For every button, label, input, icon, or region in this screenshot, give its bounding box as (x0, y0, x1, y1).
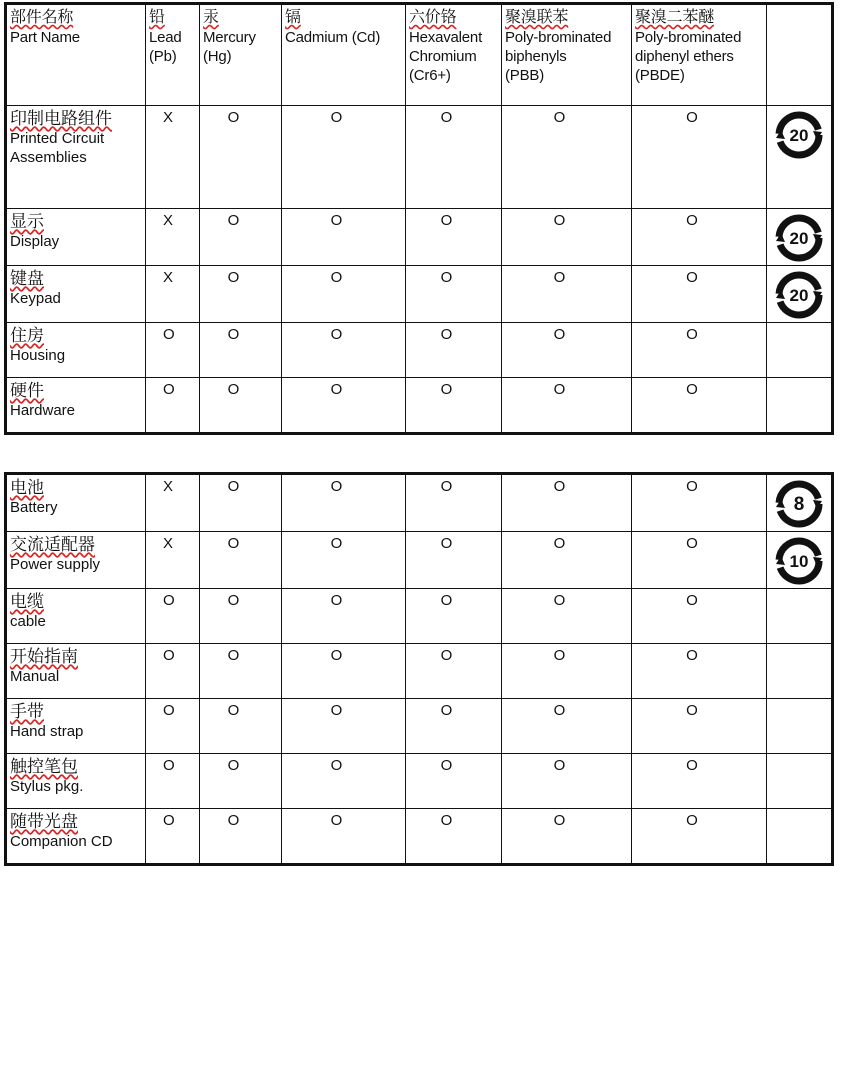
efup-cell (767, 589, 833, 644)
substance-mark: O (227, 109, 240, 126)
part-name-cn: 住房 (10, 326, 44, 345)
substance-mark: O (686, 326, 698, 343)
header-chromium-en-2: Chromium (409, 48, 477, 65)
header-chromium-cn: 六价铬 (409, 9, 457, 26)
part-name-en: Stylus pkg. (10, 778, 84, 795)
substance-mark: O (686, 812, 698, 829)
substance-mark: O (163, 702, 175, 719)
part-name-en: Printed Circuit Assemblies (10, 130, 105, 166)
table-row (6, 106, 833, 209)
substance-mark: O (227, 592, 240, 609)
substance-cell (146, 106, 200, 209)
part-name-en: Hand strap (10, 723, 84, 740)
substance-cell (146, 323, 200, 378)
substance-cell (406, 644, 502, 699)
substance-cell (632, 106, 767, 209)
header-pbde-cn: 聚溴二苯醚 (635, 9, 715, 26)
table-row (6, 809, 833, 865)
substance-mark: O (163, 812, 175, 829)
table-row (6, 589, 833, 644)
substance-mark: O (553, 269, 566, 286)
efup-years: 20 (789, 229, 809, 248)
header-mercury-symbol: (Hg) (203, 48, 232, 65)
substance-mark: O (686, 592, 698, 609)
substance-cell (200, 644, 282, 699)
substance-cell (200, 699, 282, 754)
substance-cell (282, 106, 406, 209)
substance-mark: O (440, 478, 453, 495)
part-cell (6, 644, 146, 699)
substance-cell (406, 754, 502, 809)
substance-mark: O (553, 109, 566, 126)
part-name-cn: 交流适配器 (10, 535, 95, 554)
part-name-en: Housing (10, 347, 66, 364)
substance-cell (146, 209, 200, 266)
substance-cell (282, 754, 406, 809)
part-name-en: Keypad (10, 290, 61, 307)
part-name-cn: 印制电路组件 (10, 109, 112, 128)
substance-mark: X (163, 212, 174, 229)
substance-mark: O (686, 212, 698, 229)
efup-cell (767, 106, 833, 209)
substance-mark: O (227, 326, 240, 343)
substance-mark: O (440, 535, 453, 552)
efup-cell (767, 378, 833, 434)
part-name-cn: 手带 (10, 702, 44, 721)
table-row (6, 266, 833, 323)
header-pbb-en-1: Poly-brominated (505, 29, 612, 46)
substance-mark: O (163, 757, 175, 774)
efup-cell (767, 754, 833, 809)
substance-mark: O (440, 647, 453, 664)
header-chromium-en-1: Hexavalent (409, 29, 483, 46)
header-part-name (6, 4, 146, 106)
part-name-en: Display (10, 233, 60, 250)
substance-mark: O (227, 757, 240, 774)
efup-years: 8 (793, 494, 805, 515)
substance-cell (282, 589, 406, 644)
part-cell (6, 474, 146, 532)
part-cell (6, 809, 146, 865)
header-cadmium (282, 4, 406, 106)
substance-cell (502, 809, 632, 865)
part-cell (6, 323, 146, 378)
substance-mark: O (440, 326, 453, 343)
part-name-cn: 随带光盘 (10, 812, 78, 831)
substance-cell (502, 532, 632, 589)
substance-mark: O (227, 702, 240, 719)
substance-cell (200, 209, 282, 266)
substance-cell (146, 644, 200, 699)
hazardous-substances-table-accessories (4, 472, 834, 866)
substance-mark: O (440, 109, 453, 126)
header-lead-cn: 铅 (149, 9, 165, 26)
header-efup (767, 4, 833, 106)
substance-cell (632, 378, 767, 434)
substance-cell (282, 266, 406, 323)
efup-20-icon (772, 211, 826, 265)
substance-mark: O (440, 757, 453, 774)
substance-mark: X (163, 109, 174, 126)
substance-cell (200, 809, 282, 865)
table-row (6, 323, 833, 378)
substance-mark: O (553, 812, 566, 829)
substance-mark: O (440, 592, 453, 609)
substance-cell (200, 323, 282, 378)
substance-mark: O (227, 535, 240, 552)
part-name-cn: 触控笔包 (10, 757, 78, 776)
header-pbde-symbol: (PBDE) (635, 67, 685, 84)
substance-cell (406, 589, 502, 644)
substance-mark: O (686, 381, 698, 398)
substance-cell (282, 323, 406, 378)
substance-mark: O (163, 592, 175, 609)
part-cell (6, 699, 146, 754)
substance-cell (282, 809, 406, 865)
substance-cell (502, 266, 632, 323)
substance-mark: O (163, 647, 175, 664)
header-cadmium-cn: 镉 (285, 9, 301, 26)
efup-cell (767, 699, 833, 754)
table1-body (6, 106, 833, 434)
substance-mark: O (227, 269, 240, 286)
table-row (6, 532, 833, 589)
header-mercury-cn: 汞 (203, 9, 219, 26)
efup-cell (767, 644, 833, 699)
substance-mark: O (686, 702, 698, 719)
substance-mark: O (163, 326, 175, 343)
substance-mark: O (553, 381, 566, 398)
substance-cell (282, 378, 406, 434)
efup-cell (767, 474, 833, 532)
part-name-cn: 键盘 (10, 269, 44, 288)
part-name-en: Battery (10, 499, 58, 516)
substance-mark: O (553, 535, 566, 552)
part-cell (6, 106, 146, 209)
header-lead-symbol: (Pb) (149, 48, 177, 65)
substance-mark: O (440, 212, 453, 229)
efup-20-icon (772, 268, 826, 322)
substance-mark: O (330, 478, 343, 495)
substance-mark: O (553, 702, 566, 719)
substance-cell (406, 378, 502, 434)
header-pbb-en-2: biphenyls (505, 48, 567, 65)
substance-mark: O (686, 109, 698, 126)
substance-cell (632, 809, 767, 865)
substance-cell (200, 474, 282, 532)
substance-mark: O (686, 269, 698, 286)
substance-cell (632, 589, 767, 644)
efup-8-icon (772, 477, 826, 531)
substance-cell (200, 378, 282, 434)
table-row (6, 699, 833, 754)
table-row (6, 754, 833, 809)
part-name-cn: 硬件 (10, 381, 44, 400)
substance-cell (146, 589, 200, 644)
substance-cell (200, 532, 282, 589)
header-mercury-en: Mercury (203, 29, 256, 46)
substance-cell (502, 644, 632, 699)
header-pbde-en-2: diphenyl ethers (635, 48, 734, 65)
substance-cell (200, 106, 282, 209)
substance-cell (200, 266, 282, 323)
header-part-en: Part Name (10, 29, 80, 46)
substance-mark: O (553, 757, 566, 774)
substance-cell (406, 209, 502, 266)
substance-cell (146, 809, 200, 865)
substance-mark: O (330, 535, 343, 552)
substance-cell (406, 106, 502, 209)
table-row (6, 644, 833, 699)
substance-cell (502, 323, 632, 378)
substance-mark: O (227, 812, 240, 829)
substance-mark: O (686, 647, 698, 664)
header-cadmium-en: Cadmium (Cd) (285, 29, 381, 46)
substance-cell (282, 474, 406, 532)
substance-mark: O (330, 592, 343, 609)
efup-cell (767, 809, 833, 865)
substance-mark: O (227, 647, 240, 664)
substance-cell (502, 106, 632, 209)
header-pbde-en-1: Poly-brominated (635, 29, 742, 46)
substance-cell (632, 209, 767, 266)
substance-mark: O (330, 326, 343, 343)
substance-cell (146, 754, 200, 809)
substance-cell (406, 474, 502, 532)
header-pbb (502, 4, 632, 106)
part-name-cn: 开始指南 (10, 647, 78, 666)
substance-cell (282, 699, 406, 754)
substance-cell (502, 209, 632, 266)
substance-mark: O (330, 702, 343, 719)
table2-body (6, 474, 833, 865)
header-mercury (200, 4, 282, 106)
substance-mark: O (330, 647, 343, 664)
substance-mark: O (330, 812, 343, 829)
substance-mark: X (163, 478, 174, 495)
substance-cell (632, 699, 767, 754)
header-pbb-symbol: (PBB) (505, 67, 545, 84)
part-cell (6, 754, 146, 809)
efup-20-icon (772, 108, 826, 162)
substance-cell (502, 754, 632, 809)
substance-mark: O (440, 702, 453, 719)
substance-cell (146, 378, 200, 434)
table-row (6, 209, 833, 266)
substance-cell (632, 644, 767, 699)
part-cell (6, 209, 146, 266)
hazardous-substances-table-main (4, 2, 834, 435)
efup-years: 10 (789, 552, 809, 571)
part-name-en: Hardware (10, 402, 76, 419)
substance-cell (146, 532, 200, 589)
substance-mark: O (330, 212, 343, 229)
substance-cell (502, 378, 632, 434)
substance-mark: O (553, 647, 566, 664)
substance-mark: O (440, 269, 453, 286)
substance-cell (406, 809, 502, 865)
part-name-cn: 显示 (10, 212, 44, 231)
substance-mark: O (553, 212, 566, 229)
header-chromium-symbol: (Cr6+) (409, 67, 451, 84)
header-part-cn: 部件名称 (10, 9, 74, 26)
substance-cell (502, 699, 632, 754)
efup-cell (767, 323, 833, 378)
substance-cell (146, 474, 200, 532)
substance-mark: O (553, 592, 566, 609)
substance-mark: O (163, 381, 175, 398)
table-row (6, 474, 833, 532)
substance-mark: X (163, 535, 174, 552)
substance-mark: O (553, 478, 566, 495)
part-name-en: Companion CD (10, 833, 113, 850)
substance-mark: O (686, 478, 698, 495)
table-row (6, 378, 833, 434)
part-cell (6, 532, 146, 589)
efup-cell (767, 266, 833, 323)
efup-cell (767, 532, 833, 589)
substance-cell (502, 589, 632, 644)
substance-mark: O (440, 381, 453, 398)
substance-mark: O (330, 757, 343, 774)
header-pbde (632, 4, 767, 106)
efup-10-icon (772, 534, 826, 588)
header-chromium (406, 4, 502, 106)
substance-cell (632, 754, 767, 809)
substance-mark: O (686, 757, 698, 774)
substance-cell (406, 266, 502, 323)
substance-mark: O (330, 269, 343, 286)
part-cell (6, 589, 146, 644)
substance-cell (146, 266, 200, 323)
part-name-en: Power supply (10, 556, 101, 573)
efup-years: 20 (789, 126, 809, 145)
part-name-en: cable (10, 613, 46, 630)
substance-mark: X (163, 269, 174, 286)
header-lead-en: Lead (149, 29, 182, 46)
substance-mark: O (553, 326, 566, 343)
part-name-cn: 电池 (10, 478, 44, 497)
substance-mark: O (330, 381, 343, 398)
substance-cell (632, 266, 767, 323)
substance-mark: O (227, 381, 240, 398)
substance-cell (406, 323, 502, 378)
substance-cell (200, 589, 282, 644)
part-cell (6, 378, 146, 434)
substance-cell (632, 532, 767, 589)
substance-mark: O (686, 535, 698, 552)
substance-cell (282, 532, 406, 589)
substance-cell (282, 209, 406, 266)
substance-cell (632, 323, 767, 378)
part-name-cn: 电缆 (10, 592, 44, 611)
efup-cell (767, 209, 833, 266)
substance-mark: O (330, 109, 343, 126)
part-name-en: Manual (10, 668, 60, 685)
efup-years: 20 (789, 286, 809, 305)
substance-mark: O (227, 478, 240, 495)
header-row (6, 4, 833, 106)
substance-cell (406, 699, 502, 754)
substance-cell (200, 754, 282, 809)
substance-cell (146, 699, 200, 754)
substance-mark: O (440, 812, 453, 829)
substance-cell (632, 474, 767, 532)
header-lead (146, 4, 200, 106)
substance-mark: O (227, 212, 240, 229)
header-pbb-cn: 聚溴联苯 (505, 9, 569, 26)
part-cell (6, 266, 146, 323)
substance-cell (282, 644, 406, 699)
substance-cell (406, 532, 502, 589)
substance-cell (502, 474, 632, 532)
